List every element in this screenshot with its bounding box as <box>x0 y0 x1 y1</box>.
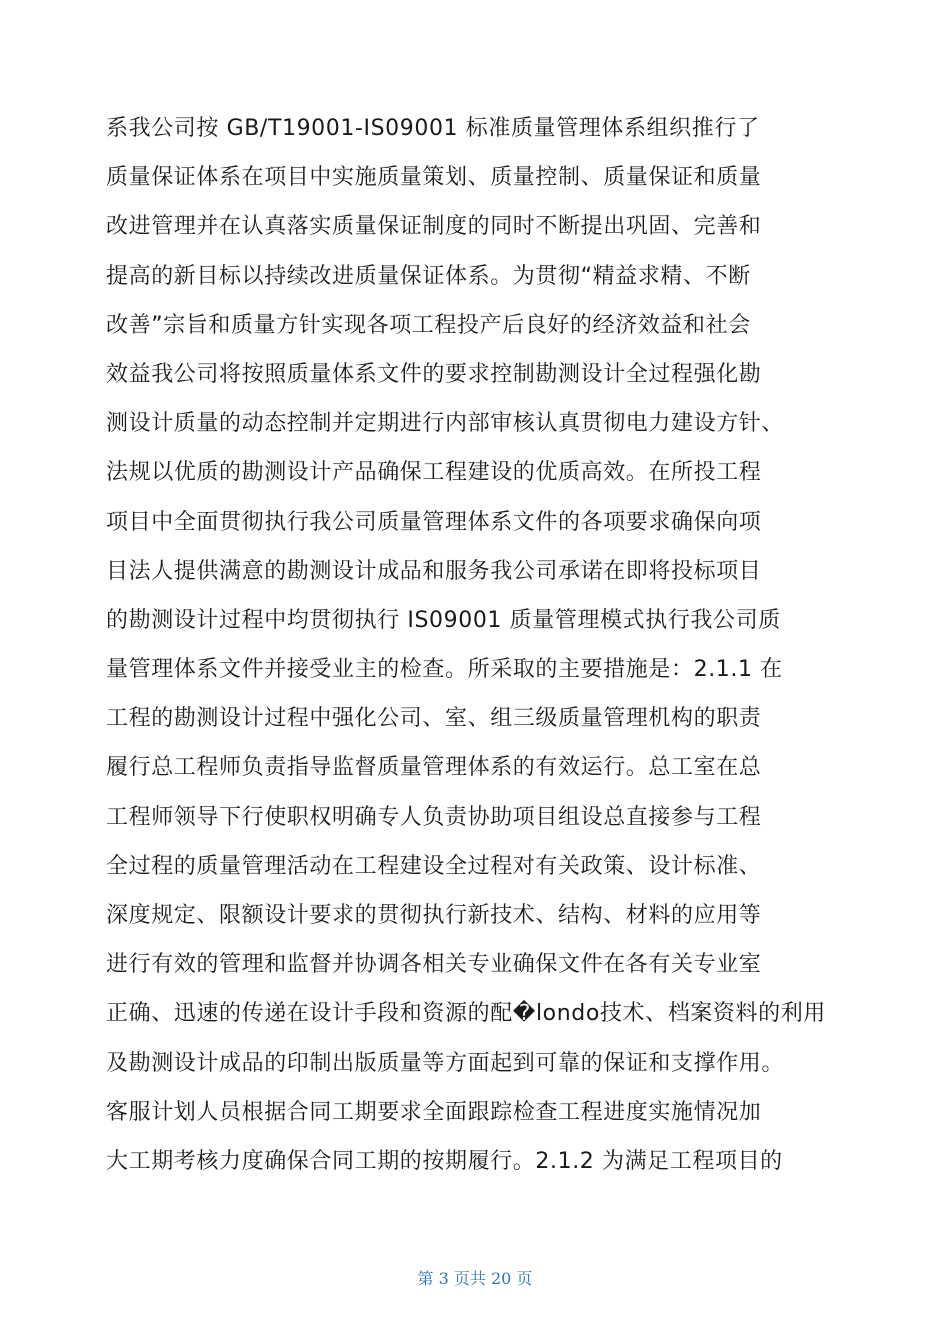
text-line: 法规以优质的勘测设计产品确保工程建设的优质高效。在所投工程 <box>106 460 762 486</box>
text-line: 质量保证体系在项目中实施质量策划、质量控制、质量保证和质量 <box>106 165 762 191</box>
text-line: 项目中全面贯彻执行我公司质量管理体系文件的各项要求确保向项 <box>106 509 762 535</box>
text-line: 改进管理并在认真落实质量保证制度的同时不断提出巩固、完善和 <box>106 214 762 240</box>
text-line: 及勘测设计成品的印制出版质量等方面起到可靠的保证和支撑作用。 <box>106 1050 785 1076</box>
text-line: 全过程的质量管理活动在工程建设全过程对有关政策、设计标准、 <box>106 853 762 879</box>
text-line: 改善”宗旨和质量方针实现各项工程投产后良好的经济效益和社会 <box>106 312 751 338</box>
text-line: 效益我公司将按照质量体系文件的要求控制勘测设计全过程强化勘 <box>106 361 762 387</box>
text-line: 目法人提供满意的勘测设计成品和服务我公司承诺在即将投标项目 <box>106 558 762 584</box>
page-number-footer: 第 3 页共 20 页 <box>417 1269 533 1288</box>
text-line: 工程师领导下行使职权明确专人负责协助项目组设总直接参与工程 <box>106 804 762 830</box>
text-line: 量管理体系文件并接受业主的检查。所采取的主要措施是：2.1.1 在 <box>106 657 783 683</box>
text-line: 客服计划人员根据合同工期要求全面跟踪检查工程进度实施情况加 <box>106 1099 762 1125</box>
text-line: 进行有效的管理和监督并协调各相关专业确保文件在各有关专业室 <box>106 952 762 978</box>
body-text <box>106 104 846 1186</box>
text-line: 提高的新目标以持续改进质量保证体系。为贯彻“精益求精、不断 <box>106 263 751 289</box>
text-line: 系我公司按 GB/T19001-IS09001 标准质量管理体系组织推行了 <box>106 116 760 141</box>
text-line: 工程的勘测设计过程中强化公司、室、组三级质量管理机构的职责 <box>106 706 762 732</box>
text-line: 正确、迅速的传递在设计手段和资源的配�londo技术、档案资料的利用 <box>106 1001 826 1027</box>
text-line: 的勘测设计过程中均贯彻执行 IS09001 质量管理模式执行我公司质 <box>106 607 781 633</box>
text-line: 履行总工程师负责指导监督质量管理体系的有效运行。总工室在总 <box>106 755 762 781</box>
text-line: 深度规定、限额设计要求的贯彻执行新技术、结构、材料的应用等 <box>106 903 762 928</box>
text-line: 大工期考核力度确保合同工期的按期履行。2.1.2 为满足工程项目的 <box>106 1148 783 1174</box>
text-line: 测设计质量的动态控制并定期进行内部审核认真贯彻电力建设方针、 <box>106 411 785 437</box>
